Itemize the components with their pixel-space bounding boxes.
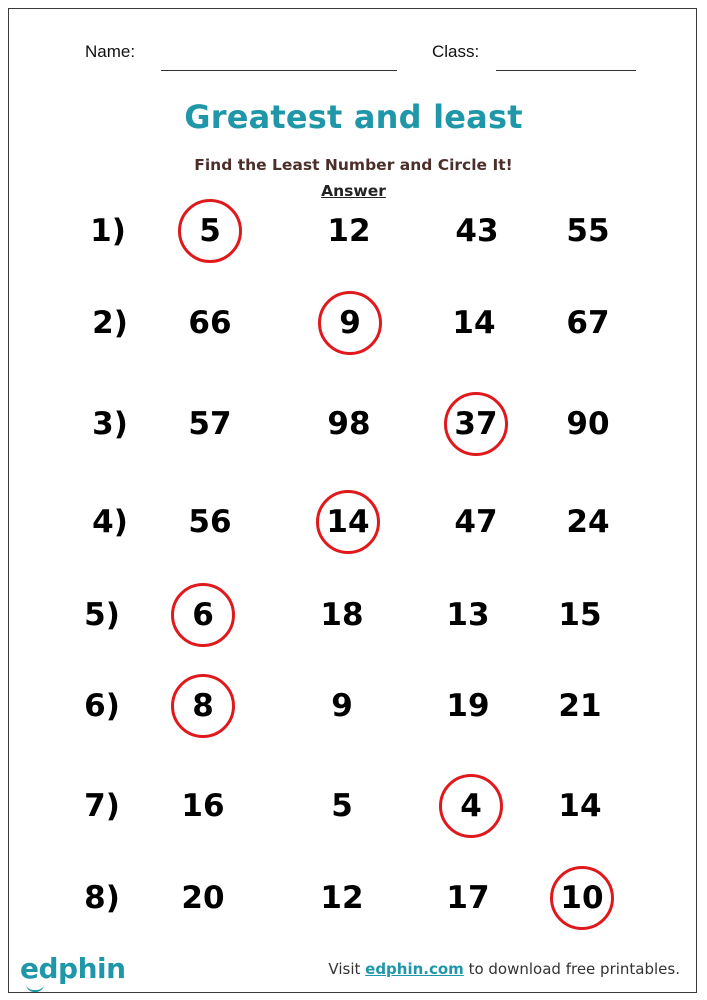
circled-answer-number: 6 [171,583,235,647]
option-number: 20 [181,880,225,916]
option-number: 19 [446,688,490,724]
option-number: 12 [320,880,364,916]
option-number: 66 [188,305,232,341]
question-row [0,492,707,552]
option-number: 9 [331,688,353,724]
option-number: 14 [558,788,602,824]
name-label: Name: [85,42,136,61]
question-number: 4) [92,504,128,540]
option-number: 17 [446,880,490,916]
footer-text-before: Visit [328,960,366,978]
option-number: 47 [454,504,498,540]
footer-link[interactable]: edphin.com [365,960,464,978]
question-row [0,293,707,353]
circled-answer-number: 5 [178,199,242,263]
circled-answer-number: 14 [316,490,380,554]
answer-label: Answer [321,182,386,200]
option-number: 13 [446,597,490,633]
question-number: 2) [92,305,128,341]
class-label: Class: [432,42,480,61]
question-row [0,585,707,645]
option-number: 55 [566,213,610,249]
option-number: 5 [331,788,353,824]
option-number: 12 [327,213,371,249]
worksheet-instructions: Find the Least Number and Circle It! [194,156,513,174]
circled-answer-number: 9 [318,291,382,355]
footer-text-after: to download free printables. [463,960,680,978]
option-number: 14 [452,305,496,341]
question-number: 6) [84,688,120,724]
option-number: 67 [566,305,610,341]
option-number: 56 [188,504,232,540]
option-number: 90 [566,406,610,442]
question-row [0,676,707,736]
option-number: 21 [558,688,602,724]
class-line [496,70,636,71]
option-number: 43 [455,213,499,249]
edphin-logo: edphin [20,952,126,985]
option-number: 24 [566,504,610,540]
question-number: 3) [92,406,128,442]
circled-answer-number: 37 [444,392,508,456]
option-number: 15 [558,597,602,633]
circled-answer-number: 10 [550,866,614,930]
footer-text [328,960,680,978]
question-row [0,394,707,454]
question-number: 1) [90,213,126,249]
option-number: 16 [181,788,225,824]
worksheet-title: Greatest and least [184,98,523,136]
option-number: 18 [320,597,364,633]
circled-answer-number: 4 [439,774,503,838]
question-number: 7) [84,788,120,824]
question-row [0,776,707,836]
question-row [0,868,707,928]
option-number: 98 [327,406,371,442]
circled-answer-number: 8 [171,674,235,738]
option-number: 57 [188,406,232,442]
question-number: 8) [84,880,120,916]
question-row [0,201,707,261]
question-number: 5) [84,597,120,633]
name-line [161,70,397,71]
